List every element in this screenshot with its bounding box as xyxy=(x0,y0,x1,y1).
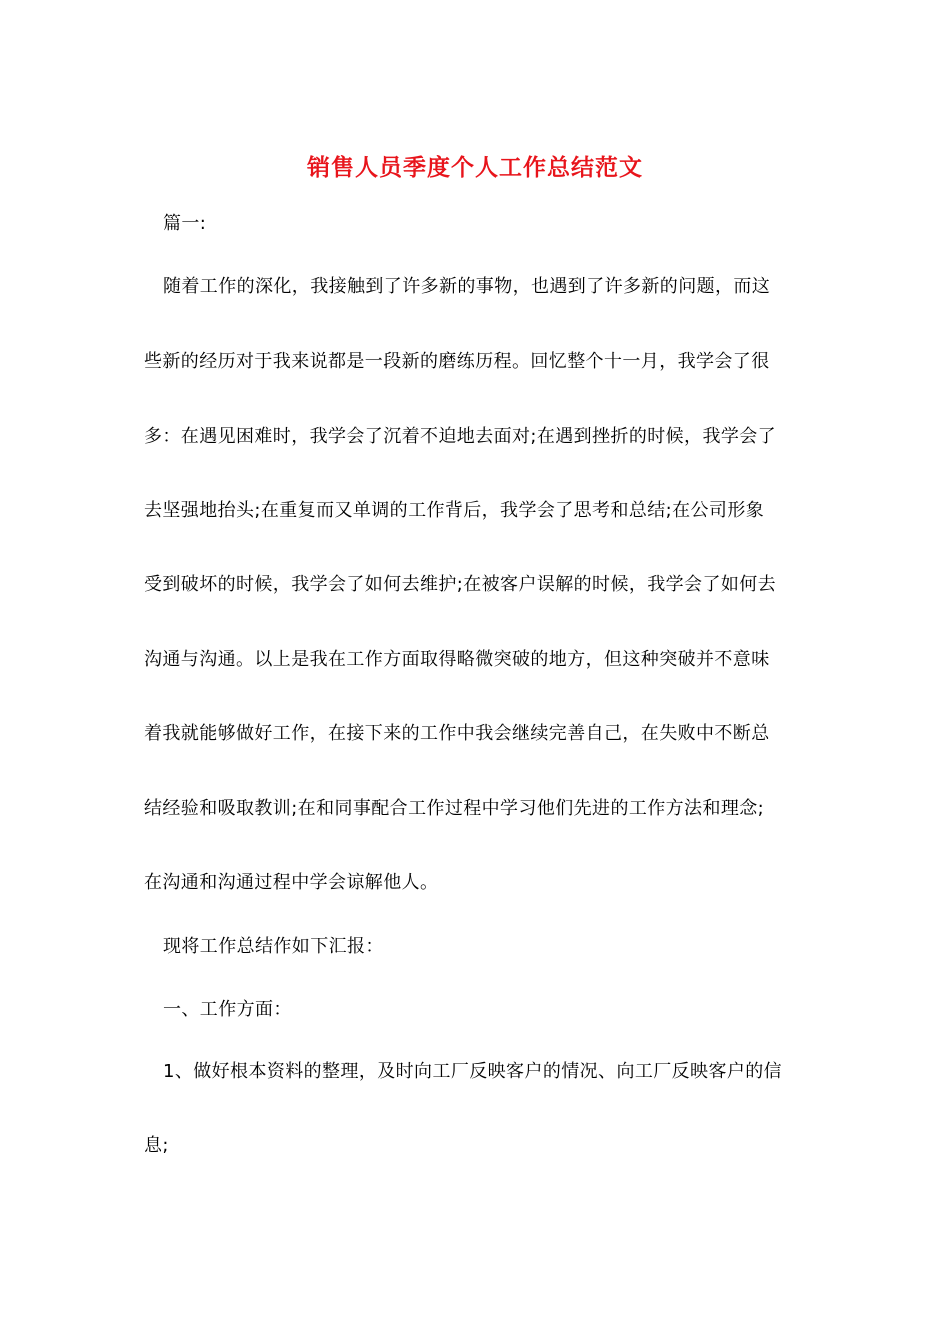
section-label: 篇一: xyxy=(163,213,207,234)
report-intro: 现将工作总结作如下汇报： xyxy=(163,936,384,957)
paragraph-line: 着我就能够做好工作，在接下来的工作中我会继续完善自己，在失败中不断总 xyxy=(144,723,770,744)
paragraph-line: 在沟通和沟通过程中学会谅解他人。 xyxy=(144,872,439,893)
section-heading: 一、工作方面： xyxy=(163,999,292,1020)
paragraph-line: 结经验和吸取教训;在和同事配合工作过程中学习他们先进的工作方法和理念; xyxy=(144,798,765,819)
document-title: 销售人员季度个人工作总结范文 xyxy=(307,154,643,181)
paragraph-line: 沟通与沟通。以上是我在工作方面取得略微突破的地方，但这种突破并不意味 xyxy=(144,649,770,670)
paragraph-line: 多：在遇见困难时，我学会了沉着不迫地去面对;在遇到挫折的时候，我学会了 xyxy=(144,426,777,447)
paragraph-line: 随着工作的深化，我接触到了许多新的事物，也遇到了许多新的问题，而这 xyxy=(163,276,771,297)
paragraph-line: 些新的经历对于我来说都是一段新的磨练历程。回忆整个十一月，我学会了很 xyxy=(144,351,770,372)
list-item-line: 1、做好根本资料的整理，及时向工厂反映客户的情况、向工厂反映客户的信 xyxy=(163,1061,783,1082)
paragraph-line: 去坚强地抬头;在重复而又单调的工作背后，我学会了思考和总结;在公司形象 xyxy=(144,500,765,521)
paragraph-line: 受到破坏的时候，我学会了如何去维护;在被客户误解的时候，我学会了如何去 xyxy=(144,574,777,595)
list-item-line: 息; xyxy=(144,1135,169,1156)
